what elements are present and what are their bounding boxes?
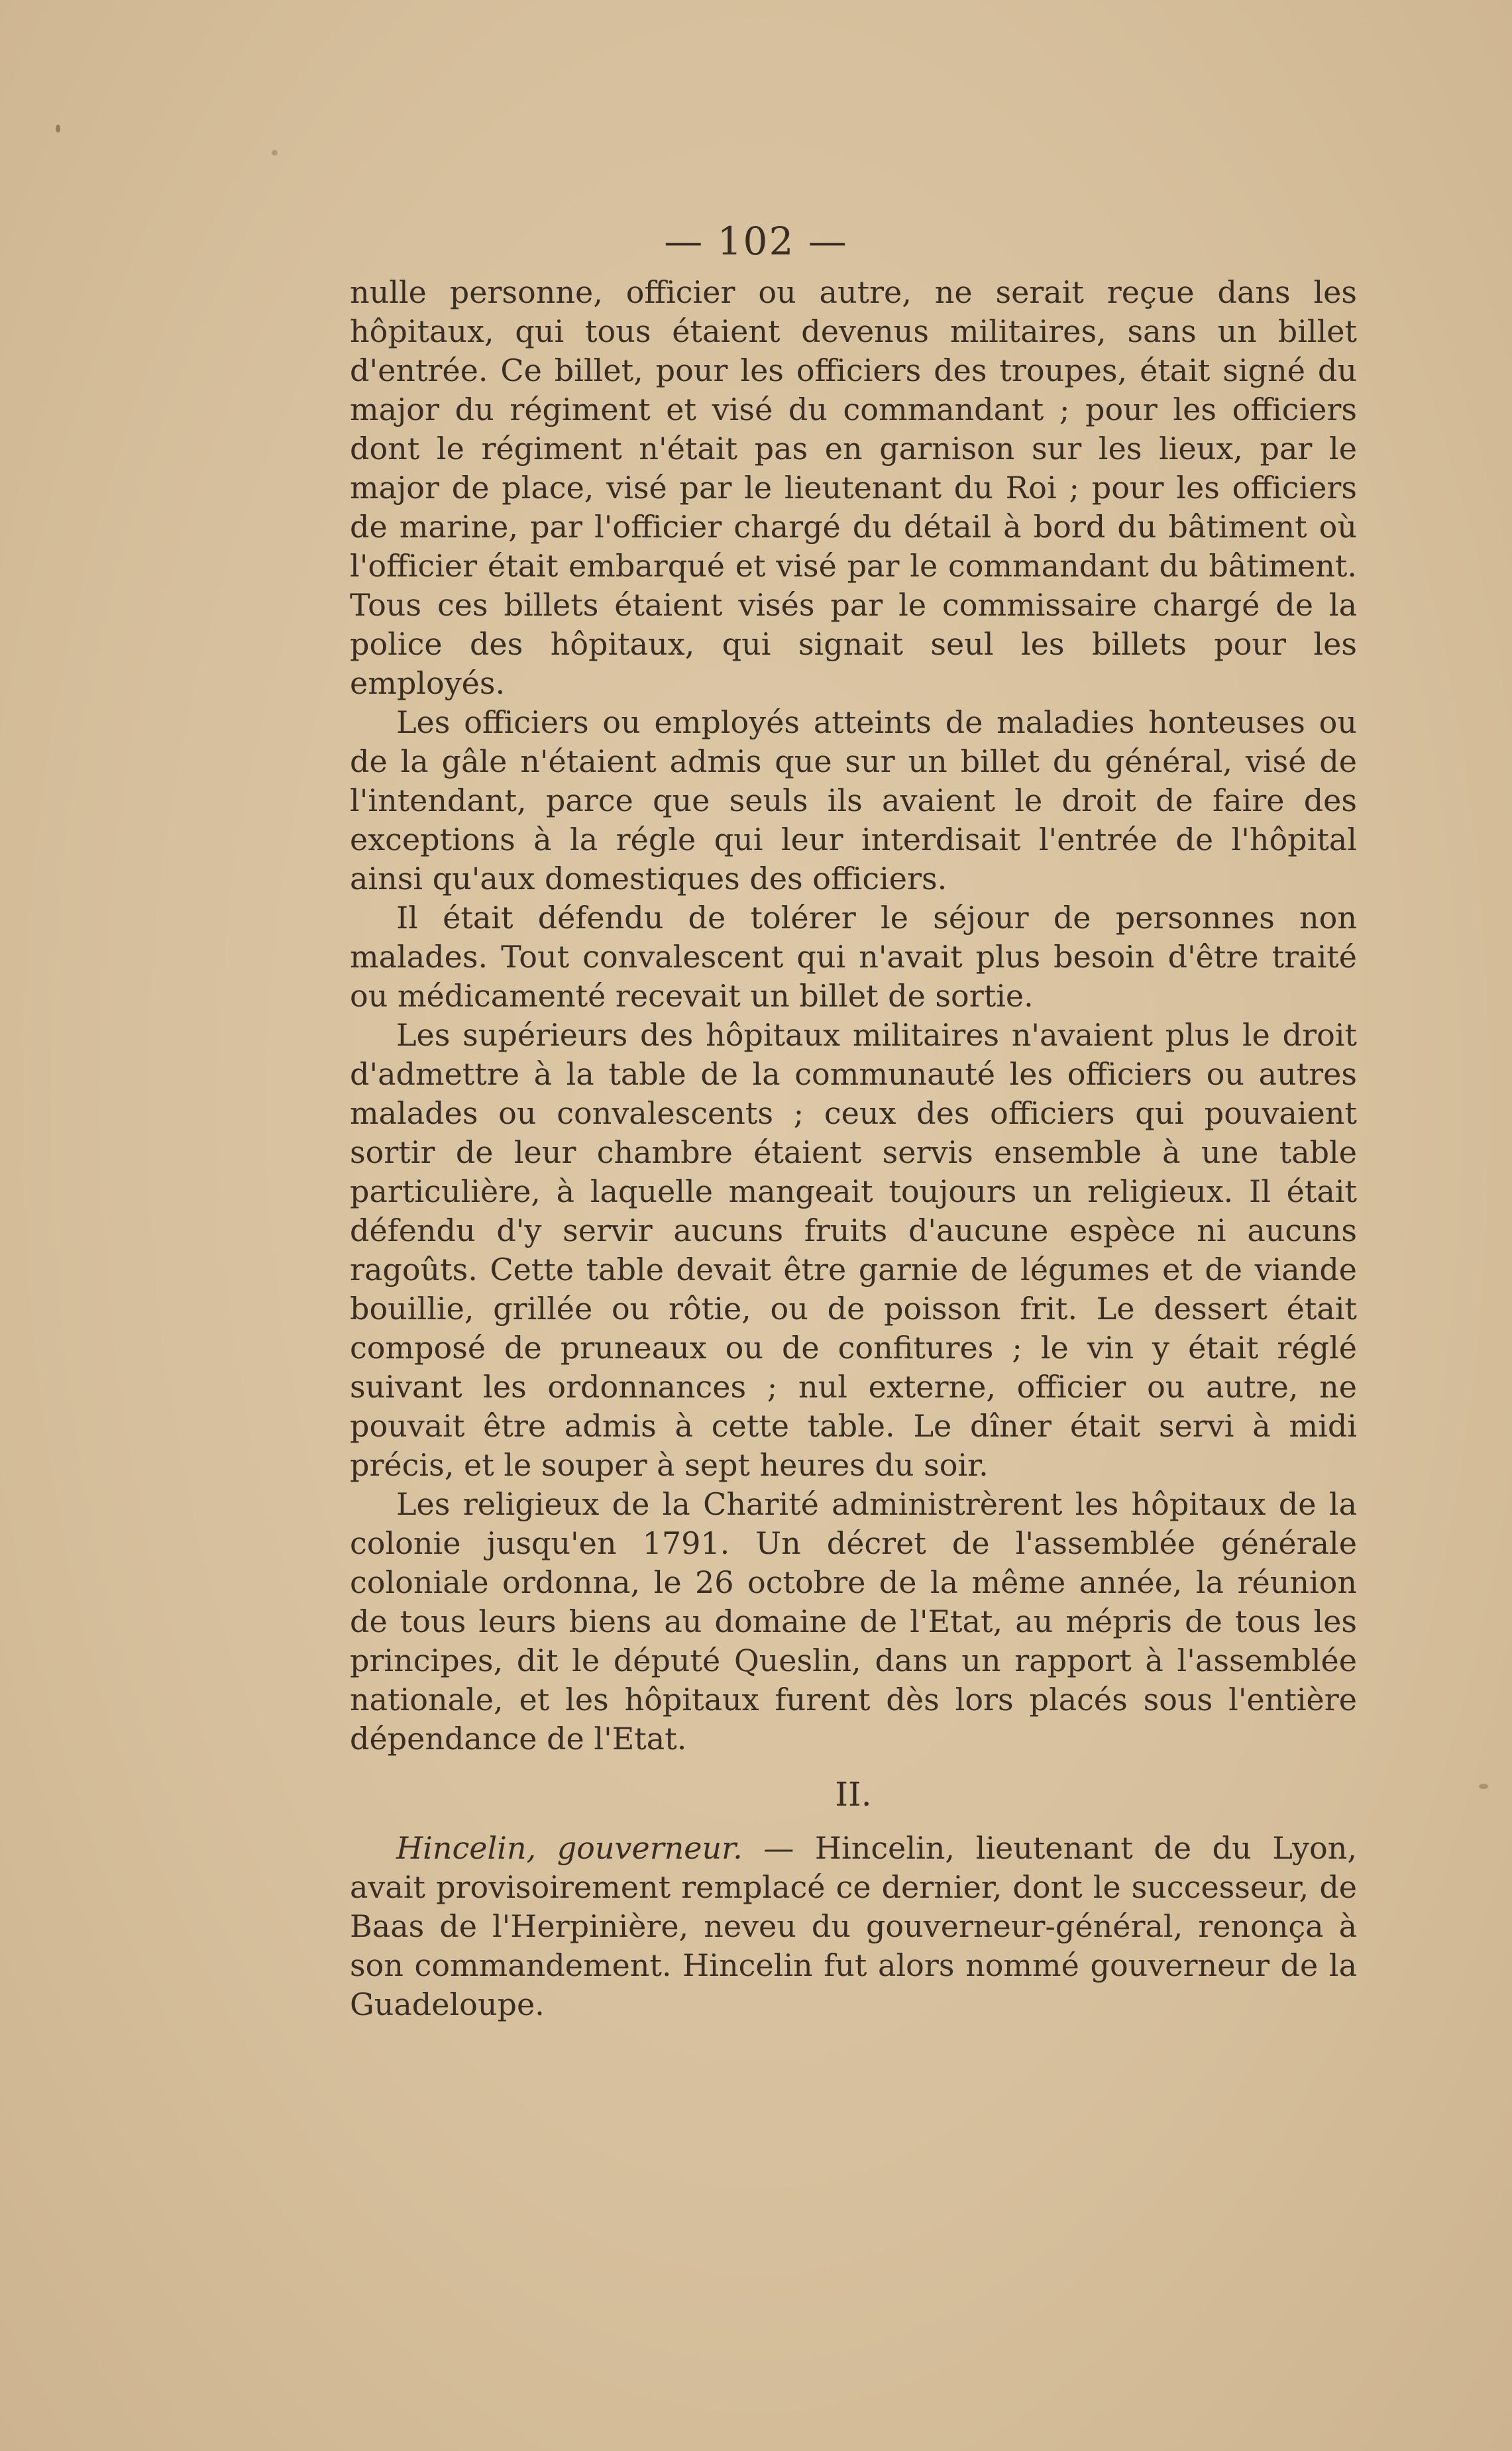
ink-speck [56,125,60,133]
paragraph: Les officiers ou employés atteints de maladies honteuses ou de la gâle n'étaient admis que sur un billet du général, visé de l'intendant, parce que seuls ils avaient le droit de faire des exceptions à la régle qui leur interdisait l'entrée de l'hôpital ainsi qu'aux domestiques des officiers. [350,704,1357,897]
paragraph: Les religieux de la Charité administrèrent les hôpitaux de la colonie jusqu'en 1791. Un décret de l'assemblée générale coloniale ordonna, le 26 octobre de la même année, la réunion de tous leurs biens au domaine de l'Etat, au mépris de tous les principes, dit le député Queslin, dans un rapport à l'assemblée nationale, et les hôpitaux furent dès lors placés sous l'entière dépendance de l'Etat. [350,1486,1357,1757]
section-text: — Hincelin, lieutenant de du Lyon, avait provisoirement remplacé ce dernier, dont le successeur, de Baas de l'Herpinière, neveu du gouverneur-général, renonça à son commandement. Hincelin fut alors nommé gouverneur de la Guadeloupe. [350,1830,1357,2022]
page-number: — 102 — [664,219,848,264]
section-heading: II. [835,1775,872,1814]
ink-speck [272,150,278,156]
paragraph: nulle personne, officier ou autre, ne serait reçue dans les hôpitaux, qui tous étaient devenus militaires, sans un billet d'entrée. Ce billet, pour les officiers des troupes, était signé du major du régiment et visé du commandant ; pour les officiers dont le régiment n'était pas en garnison sur les lieux, par le major de place, visé par le lieutenant du Roi ; pour les officiers de marine, par l'officier chargé du détail à bord du bâtiment où l'officier était embarqué et visé par le commandant du bâtiment. Tous ces billets étaient visés par le commissaire chargé de la police des hôpitaux, qui signait seul les billets pour les employés. [350,274,1357,701]
section-lead: Hincelin, gouverneur. [396,1830,743,1866]
ink-speck [1479,1784,1488,1789]
body-text [350,273,1357,2024]
section-paragraph [350,1829,1357,2024]
paragraph: Les supérieurs des hôpitaux militaires n'avaient plus le droit d'admettre à la table de la communauté les officiers ou autres malades ou convalescents ; ceux des officiers qui pouvaient sortir de leur chambre étaient servis ensemble à une table particulière, à laquelle mangeait toujours un religieux. Il était défendu d'y servir aucuns fruits d'aucune espèce ni aucuns ragoûts. Cette table devait être garnie de légumes et de viande bouillie, grillée ou rôtie, ou de poisson frit. Le dessert était composé de pruneaux ou de confitures ; le vin y était réglé suivant les ordonnances ; nul externe, officier ou autre, ne pouvait être admis à cette table. Le dîner était servi à midi précis, et le souper à sept heures du soir. [350,1017,1357,1483]
paragraph: Il était défendu de tolérer le séjour de personnes non malades. Tout convalescent qui n'avait plus besoin d'être traité ou médicamenté recevait un billet de sortie. [350,900,1357,1014]
